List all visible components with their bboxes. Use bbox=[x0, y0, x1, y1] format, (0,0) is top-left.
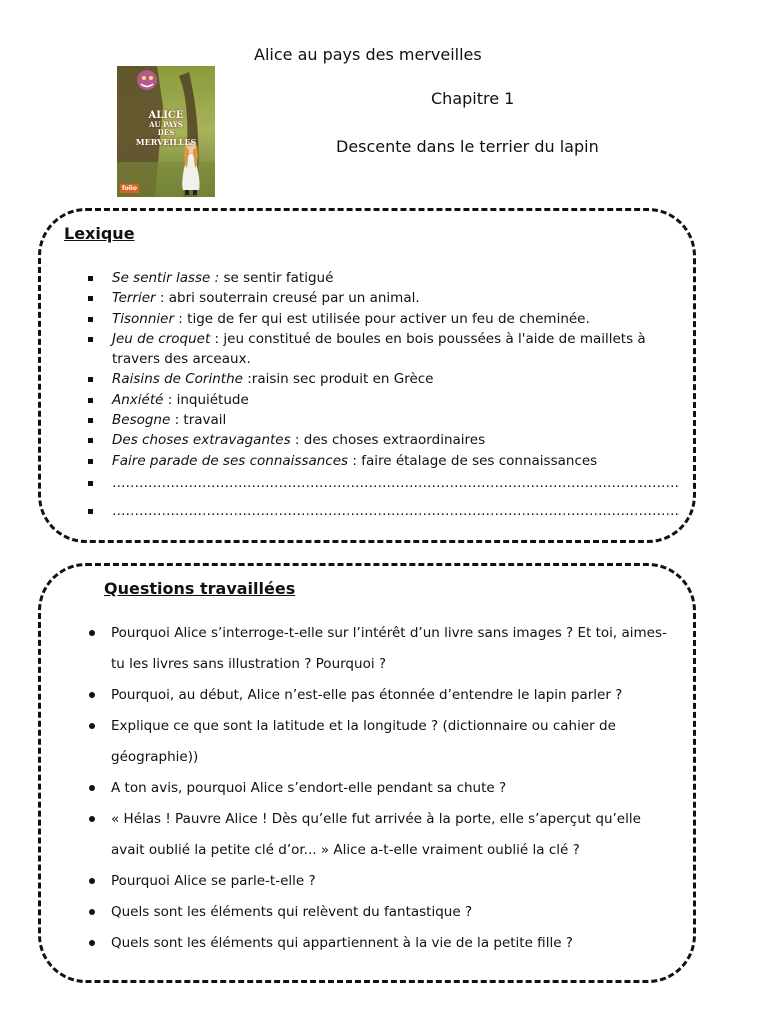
lexique-term: Terrier bbox=[112, 290, 156, 307]
lexique-definition: : tige de fer qui est utilisée pour activer un feu de cheminée. bbox=[174, 310, 590, 327]
question-item: Pourquoi Alice s’interroge-t-elle sur l’intérêt d’un livre sans images ? Et toi, aimes-tu les livres sans illustration ? Pourquoi ? bbox=[88, 618, 678, 680]
lexique-blank-line: ……………………………………………………………………………………………………………… bbox=[86, 501, 686, 527]
question-item: « Hélas ! Pauvre Alice ! Dès qu’elle fut arrivée à la porte, elle s’aperçut qu’elle avait oublié la petite clé d’or... » Alice a-t-elle vraiment oublié la clé ? bbox=[88, 804, 678, 866]
question-item: Quels sont les éléments qui appartiennent à la vie de la petite fille ? bbox=[88, 928, 678, 959]
question-item: Pourquoi Alice se parle-t-elle ? bbox=[88, 866, 678, 897]
question-item: Pourquoi, au début, Alice n’est-elle pas étonnée d’entendre le lapin parler ? bbox=[88, 680, 678, 711]
lexique-definition: : faire étalage de ses connaissances bbox=[348, 452, 598, 469]
lexique-item bbox=[86, 430, 686, 450]
question-item: A ton avis, pourquoi Alice s’endort-elle pendant sa chute ? bbox=[88, 773, 678, 804]
lexique-item bbox=[86, 268, 686, 288]
lexique-term: Se sentir lasse : bbox=[112, 270, 220, 286]
cover-title-line: MERVEILLES bbox=[135, 137, 197, 147]
lexique-definition: : travail bbox=[170, 412, 227, 429]
lexique-item bbox=[86, 451, 686, 471]
lexique-item bbox=[86, 329, 686, 370]
questions-heading: Questions travaillées bbox=[104, 579, 296, 598]
chapter-subtitle: Descente dans le terrier du lapin bbox=[336, 137, 599, 156]
lexique-term: Tisonnier bbox=[112, 310, 175, 327]
lexique-item bbox=[86, 288, 686, 308]
lexique-list bbox=[86, 268, 686, 527]
lexique-blank-line: ……………………………………………………………………………………………………………… bbox=[86, 473, 686, 499]
lexique-definition: : des choses extraordinaires bbox=[290, 432, 486, 449]
lexique-term: Des choses extravagantes bbox=[112, 432, 291, 449]
lexique-term: Anxiété bbox=[112, 391, 164, 408]
lexique-definition: : jeu constitué de boules en bois poussées à l'aide de maillets à travers des arceaux. bbox=[112, 330, 646, 368]
lexique-definition: :raisin sec produit en Grèce bbox=[242, 371, 434, 388]
lexique-item bbox=[86, 390, 686, 410]
book-cover-image bbox=[117, 66, 215, 197]
question-item: Quels sont les éléments qui relèvent du fantastique ? bbox=[88, 897, 678, 928]
lexique-heading: Lexique bbox=[64, 224, 135, 243]
lexique-definition: se sentir fatigué bbox=[219, 270, 334, 286]
chapter-label: Chapitre 1 bbox=[431, 89, 515, 108]
lexique-term: Raisins de Corinthe bbox=[112, 371, 243, 388]
cover-title-line: AU PAYS bbox=[149, 120, 183, 129]
lexique-item bbox=[86, 309, 686, 329]
cover-title-line: ALICE bbox=[148, 110, 184, 121]
lexique-definition: : inquiétude bbox=[163, 391, 249, 408]
questions-list bbox=[88, 618, 678, 959]
lexique-term: Jeu de croquet bbox=[112, 330, 211, 347]
cover-title-line: DES bbox=[157, 128, 175, 137]
publisher-logo: folio bbox=[122, 185, 137, 192]
cover-title bbox=[117, 110, 215, 148]
lexique-item bbox=[86, 369, 686, 389]
lexique-item bbox=[86, 410, 686, 430]
question-item: Explique ce que sont la latitude et la longitude ? (dictionnaire ou cahier de géographie)) bbox=[88, 711, 678, 773]
lexique-definition: : abri souterrain creusé par un animal. bbox=[155, 290, 420, 307]
lexique-term: Faire parade de ses connaissances bbox=[112, 452, 349, 469]
page-title: Alice au pays des merveilles bbox=[254, 45, 482, 64]
lexique-term: Besogne bbox=[112, 412, 171, 429]
